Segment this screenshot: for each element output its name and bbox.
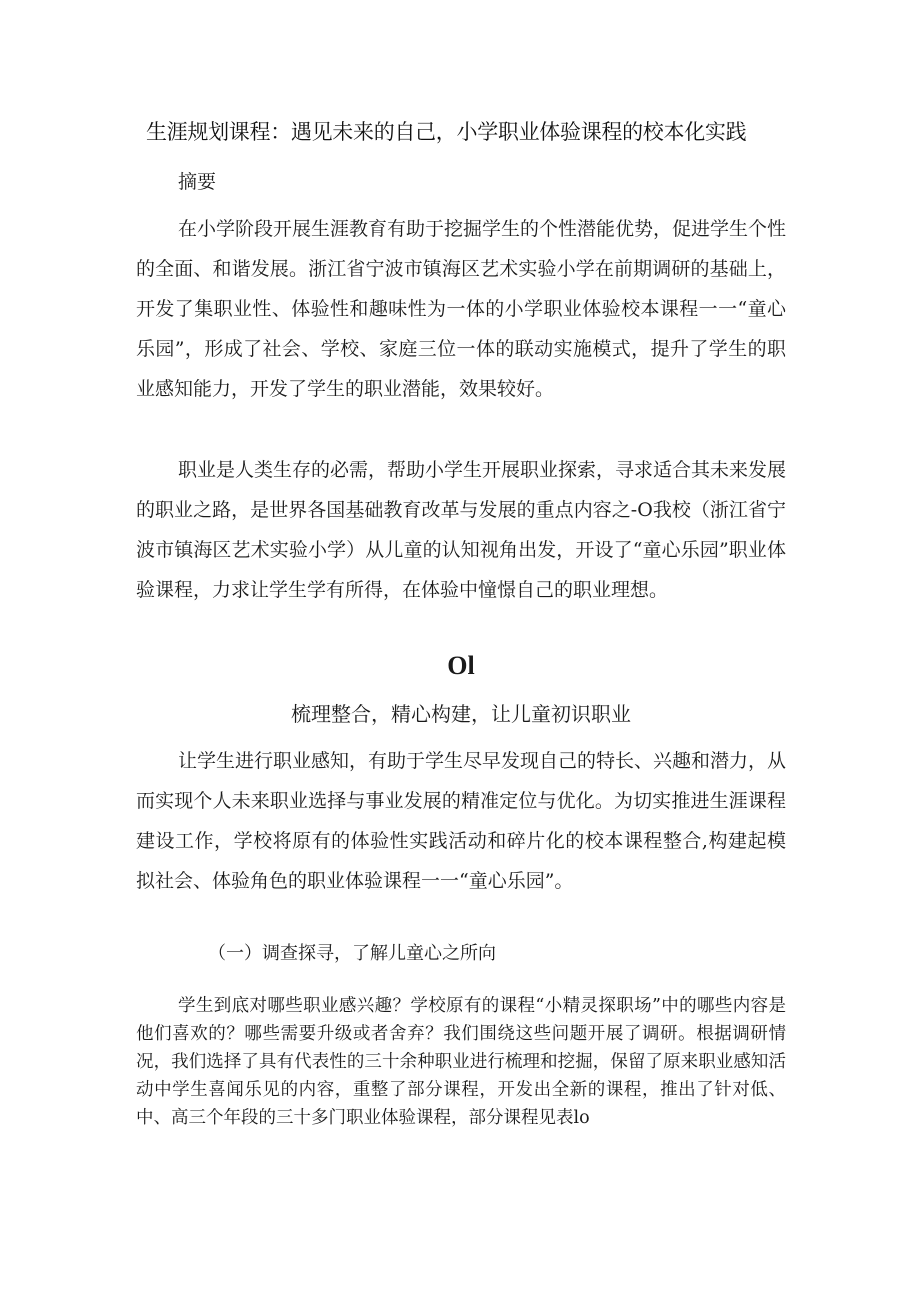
section-number: Ol xyxy=(447,651,475,680)
intro-paragraph: 职业是人类生存的必需，帮助小学生开展职业探索，寻求适合其未来发展的职业之路，是世界各国基础教育改革与发展的重点内容之-O我校（浙江省宁波市镇海区艺术实验小学）从儿童的认知视角出发，开设了“童心乐园”职业体验课程，力求让学生学有所得，在体验中憧憬自己的职业理想。 xyxy=(136,459,787,601)
subsection-heading: （一）调查探寻，了解儿童心之所向 xyxy=(208,943,496,964)
abstract-label: 摘要 xyxy=(178,171,217,193)
subsection-paragraph: 学生到底对哪些职业感兴趣？学校原有的课程“小精灵探职场”中的哪些内容是他们喜欢的？哪些需要升级或者舍弃？我们围绕这些问题开展了调研。根据调研情况，我们选择了具有代表性的三十余种职业进行梳理和挖掘，保留了原来职业感知活动中学生喜闻乐见的内容，重整了部分课程，开发出全新的课程，推出了针对低、中、高三个年段的三十多门职业体验课程，部分课程见表lo xyxy=(136,996,786,1128)
section-paragraph: 让学生进行职业感知，有助于学生尽早发现自己的特长、兴趣和潜力，从而实现个人未来职业选择与事业发展的精准定位与优化。为切实推进生涯课程建设工作，学校将原有的体验性实践活动和碎片化的校本课程整合,构建起模拟社会、体验角色的职业体验课程一一“童心乐园”。 xyxy=(136,750,787,892)
document-title: 生涯规划课程：遇见未来的自己，小学职业体验课程的校本化实践 xyxy=(146,120,747,144)
abstract-paragraph: 在小学阶段开展生涯教育有助于挖掘学生的个性潜能优势，促进学生个性的全面、和谐发展。浙江省宁波市镇海区艺术实验小学在前期调研的基础上，开发了集职业性、体验性和趣味性为一体的小学职业体验校本课程一一“童心乐园”，形成了社会、学校、家庭三位一体的联动实施模式，提升了学生的职业感知能力，开发了学生的职业潜能，效果较好。 xyxy=(136,218,787,400)
section-title: 梳理整合，精心构建，让儿童初识职业 xyxy=(291,702,631,726)
